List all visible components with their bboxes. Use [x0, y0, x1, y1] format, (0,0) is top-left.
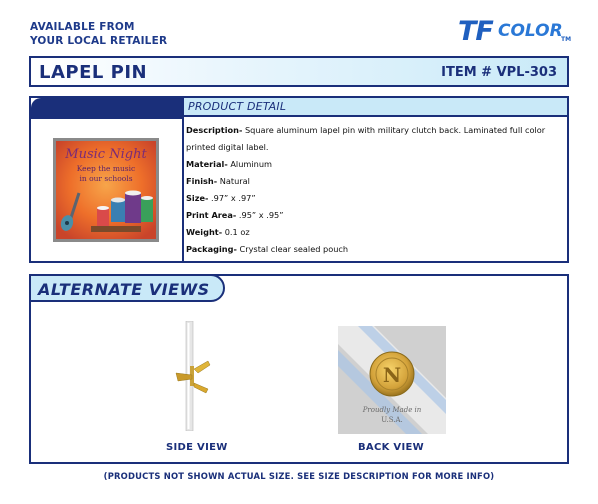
availability-line-1: AVAILABLE FROM	[30, 21, 135, 33]
product-name: LAPEL PIN	[39, 62, 148, 83]
spec-label: Finish-	[186, 176, 218, 186]
spec-value: Square aluminum lapel pin with military clutch back. Laminated full color printed digital label.	[186, 125, 546, 152]
spec-value: Crystal clear sealed pouch	[239, 244, 349, 254]
spec-line	[186, 122, 564, 156]
product-detail-heading: PRODUCT DETAIL	[188, 100, 287, 113]
back-stamp-line-1: Proudly Made in	[362, 406, 422, 414]
side-view-label: SIDE VIEW	[166, 442, 228, 453]
spec-label: Description-	[186, 125, 243, 135]
spec-label: Print Area-	[186, 210, 237, 220]
title-bar	[29, 56, 569, 87]
tf-color-logo	[458, 18, 574, 48]
spec-label: Material-	[186, 159, 228, 169]
spec-line	[186, 224, 564, 241]
back-stamp-line-2: U.S.A.	[381, 416, 403, 424]
spec-line	[186, 190, 564, 207]
svg-text:N: N	[382, 363, 402, 387]
availability-note	[30, 20, 250, 48]
alternate-views-tab	[29, 274, 225, 302]
product-specs	[186, 122, 564, 258]
alternate-views-panel	[29, 274, 569, 464]
item-number: ITEM # VPL-303	[441, 65, 557, 80]
pin-line2-text: Keep the music	[76, 164, 136, 173]
back-view-label: BACK VIEW	[358, 442, 424, 453]
spec-label: Size-	[186, 193, 209, 203]
spec-label: Weight-	[186, 227, 223, 237]
spec-label: Packaging-	[186, 244, 237, 254]
side-view-image	[168, 321, 212, 431]
detail-divider-vertical	[182, 117, 184, 261]
product-detail-panel	[29, 96, 569, 263]
spec-value: 0.1 oz	[224, 227, 250, 237]
spec-value: .95” x .95”	[238, 210, 284, 220]
detail-tab-decoration	[31, 98, 182, 117]
detail-divider-horizontal	[31, 117, 182, 119]
footer-note: (PRODUCTS NOT SHOWN ACTUAL SIZE. SEE SIZE DESCRIPTION FOR MORE INFO)	[103, 471, 495, 481]
availability-line-2: YOUR LOCAL RETAILER	[30, 35, 168, 47]
back-view-image	[338, 326, 446, 434]
spec-value: Natural	[219, 176, 250, 186]
lapel-pin-image	[53, 138, 159, 242]
alternate-views-heading: ALTERNATE VIEWS	[38, 280, 210, 299]
spec-line	[186, 207, 564, 224]
spec-line	[186, 173, 564, 190]
product-detail-header	[182, 98, 567, 117]
spec-value: Aluminum	[230, 159, 272, 169]
logo-color-text: COLOR	[498, 21, 563, 41]
spec-line	[186, 241, 564, 258]
pin-title-text: Music Night	[65, 147, 147, 162]
logo-tf-text: TF	[458, 16, 493, 47]
logo-trademark: TM	[561, 36, 572, 43]
pin-line3-text: in our schools	[79, 174, 133, 183]
spec-value: .97” x .97”	[211, 193, 256, 203]
spec-line	[186, 156, 564, 173]
